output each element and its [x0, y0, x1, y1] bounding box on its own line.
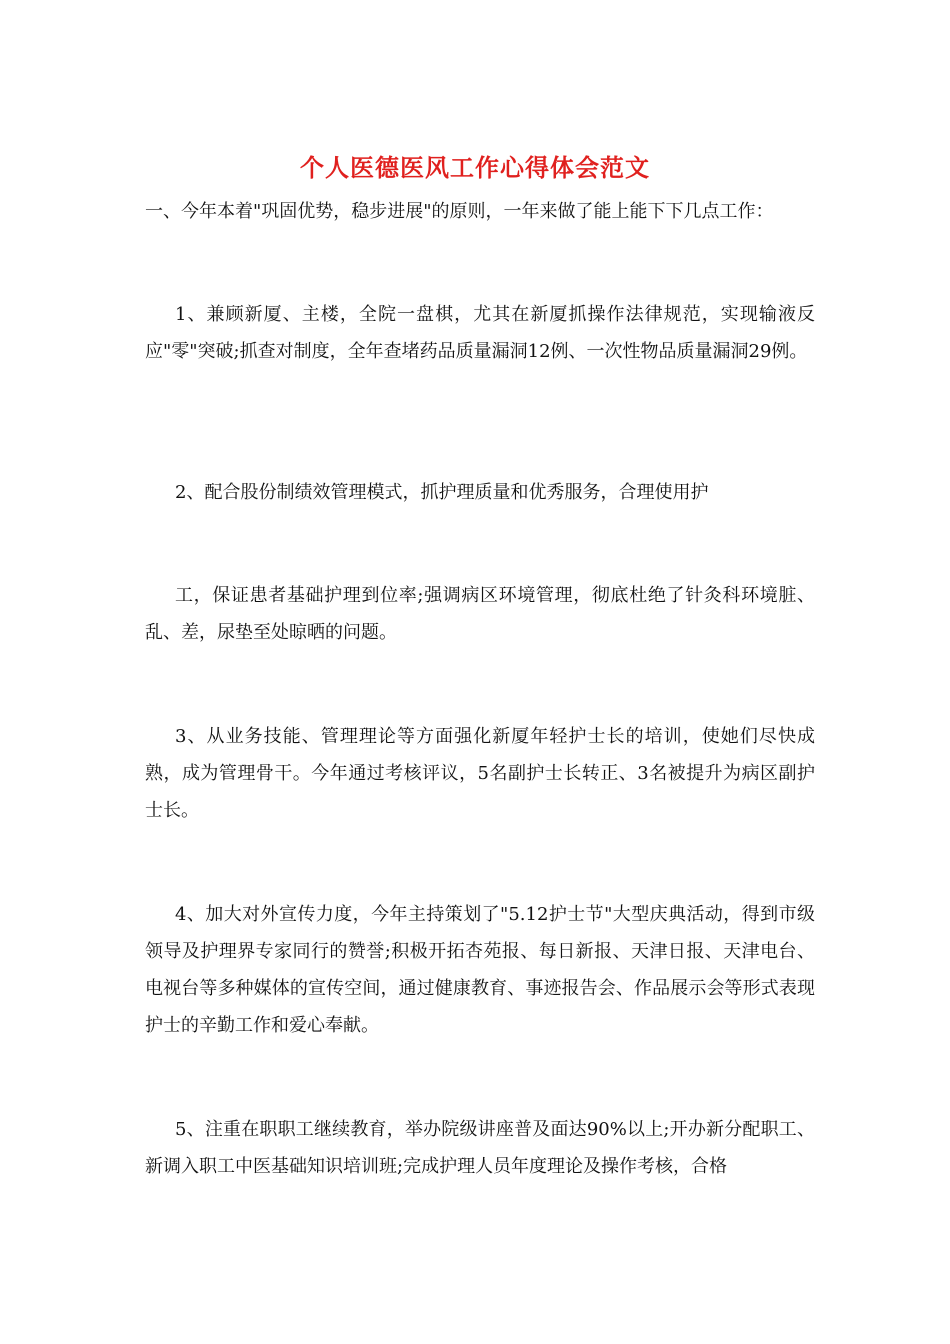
paragraph-2-continued: 工，保证患者基础护理到位率;强调病区环境管理，彻底杜绝了针灸科环境脏、乱、差，尿垫至处晾晒的问题。 — [145, 585, 815, 643]
paragraph-2: 2、配合股份制绩效管理模式，抓护理质量和优秀服务，合理使用护 — [175, 482, 709, 503]
paragraph-4: 4、加大对外宣传力度，今年主持策划了"5.12护士节"大型庆典活动，得到市级领导及护理界专家同行的赞誉;积极开拓杏苑报、每日新报、天津日报、天津电台、电视台等多种媒体的宣传空间，通过健康教育、事迹报告会、作品展示会等形式表现护士的辛勤工作和爱心奉献。 — [145, 904, 815, 1036]
paragraph-5: 5、注重在职职工继续教育，举办院级讲座普及面达90%以上;开办新分配职工、新调入职工中医基础知识培训班;完成护理人员年度理论及操作考核，合格 — [145, 1119, 815, 1177]
intro-line: 一、今年本着"巩固优势，稳步进展"的原则，一年来做了能上能下下几点工作： — [145, 201, 774, 222]
paragraph-1: 1、兼顾新厦、主楼，全院一盘棋，尤其在新厦抓操作法律规范，实现输液反应"零"突破;抓查对制度，全年查堵药品质量漏洞12例、一次性物品质量漏洞29例。 — [145, 304, 815, 362]
document-title: 个人医德医风工作心得体会范文 — [300, 153, 650, 182]
paragraph-3: 3、从业务技能、管理理论等方面强化新厦年轻护士长的培训，使她们尽快成熟，成为管理骨干。今年通过考核评议，5名副护士长转正、3名被提升为病区副护士长。 — [145, 726, 815, 821]
